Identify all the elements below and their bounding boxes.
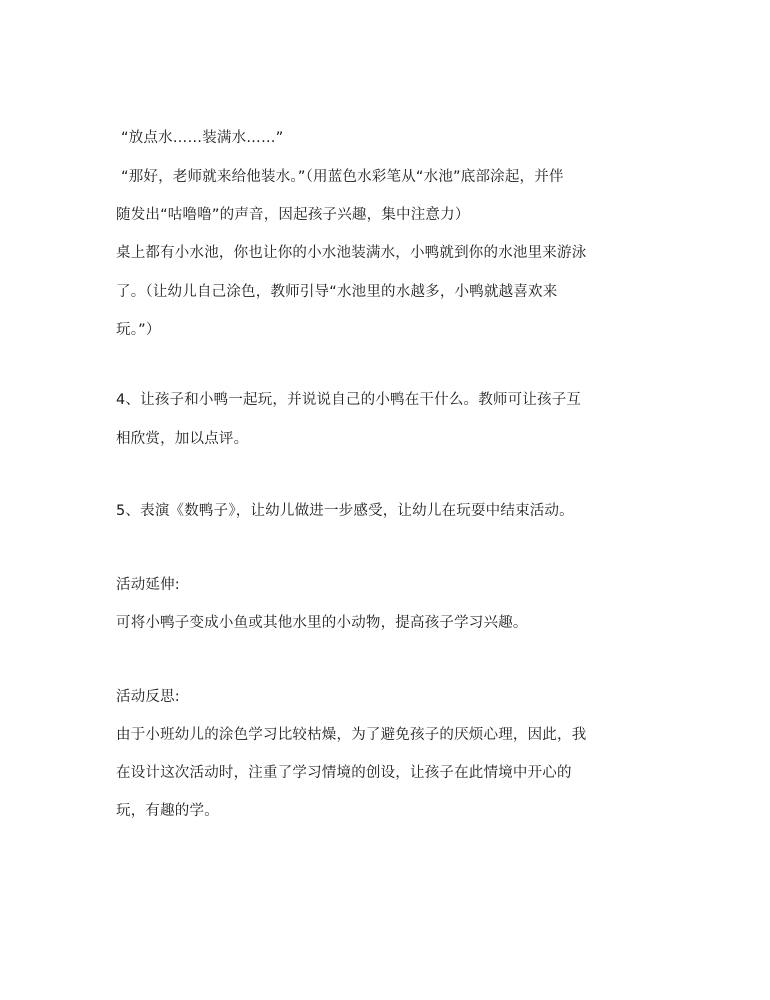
text-line: 可将小鸭子变成小鱼或其他水里的小动物，提高孩子学习兴趣。 (116, 615, 528, 631)
text-line: “放点水……装满水……” (121, 130, 284, 146)
text-line: 5、表演《数鸭子》，让幼儿做进一步感受，让幼儿在玩耍中结束活动。 (116, 503, 574, 519)
text-line: 相欣赏，加以点评。 (116, 431, 249, 447)
text-line: 了。（让幼儿自己涂色，教师引导“水池里的水越多，小鸭就越喜欢来 (116, 284, 558, 300)
section-heading: 活动延伸: (116, 577, 180, 593)
text-line: 玩，有趣的学。 (116, 803, 219, 819)
text-line: 4、让孩子和小鸭一起玩，并说说自己的小鸭在干什么。教师可让孩子互 (116, 392, 582, 408)
section-heading: 活动反思: (116, 689, 180, 705)
text-line: 桌上都有小水池，你也让你的小水池装满水，小鸭就到你的水池里来游泳 (116, 245, 587, 261)
text-line: 在设计这次活动时，注重了学习情境的创设，让孩子在此情境中开心的 (116, 765, 572, 781)
text-line: 由于小班幼儿的涂色学习比较枯燥，为了避免孩子的厌烦心理，因此，我 (116, 727, 587, 743)
text-line: 随发出“咕噜噜”的声音，因起孩子兴趣，集中注意力） (116, 207, 470, 223)
text-line: “那好，老师就来给他装水。”（用蓝色水彩笔从“水池”底部涂起，并伴 (121, 169, 564, 185)
text-line: 玩。”） (116, 322, 161, 338)
